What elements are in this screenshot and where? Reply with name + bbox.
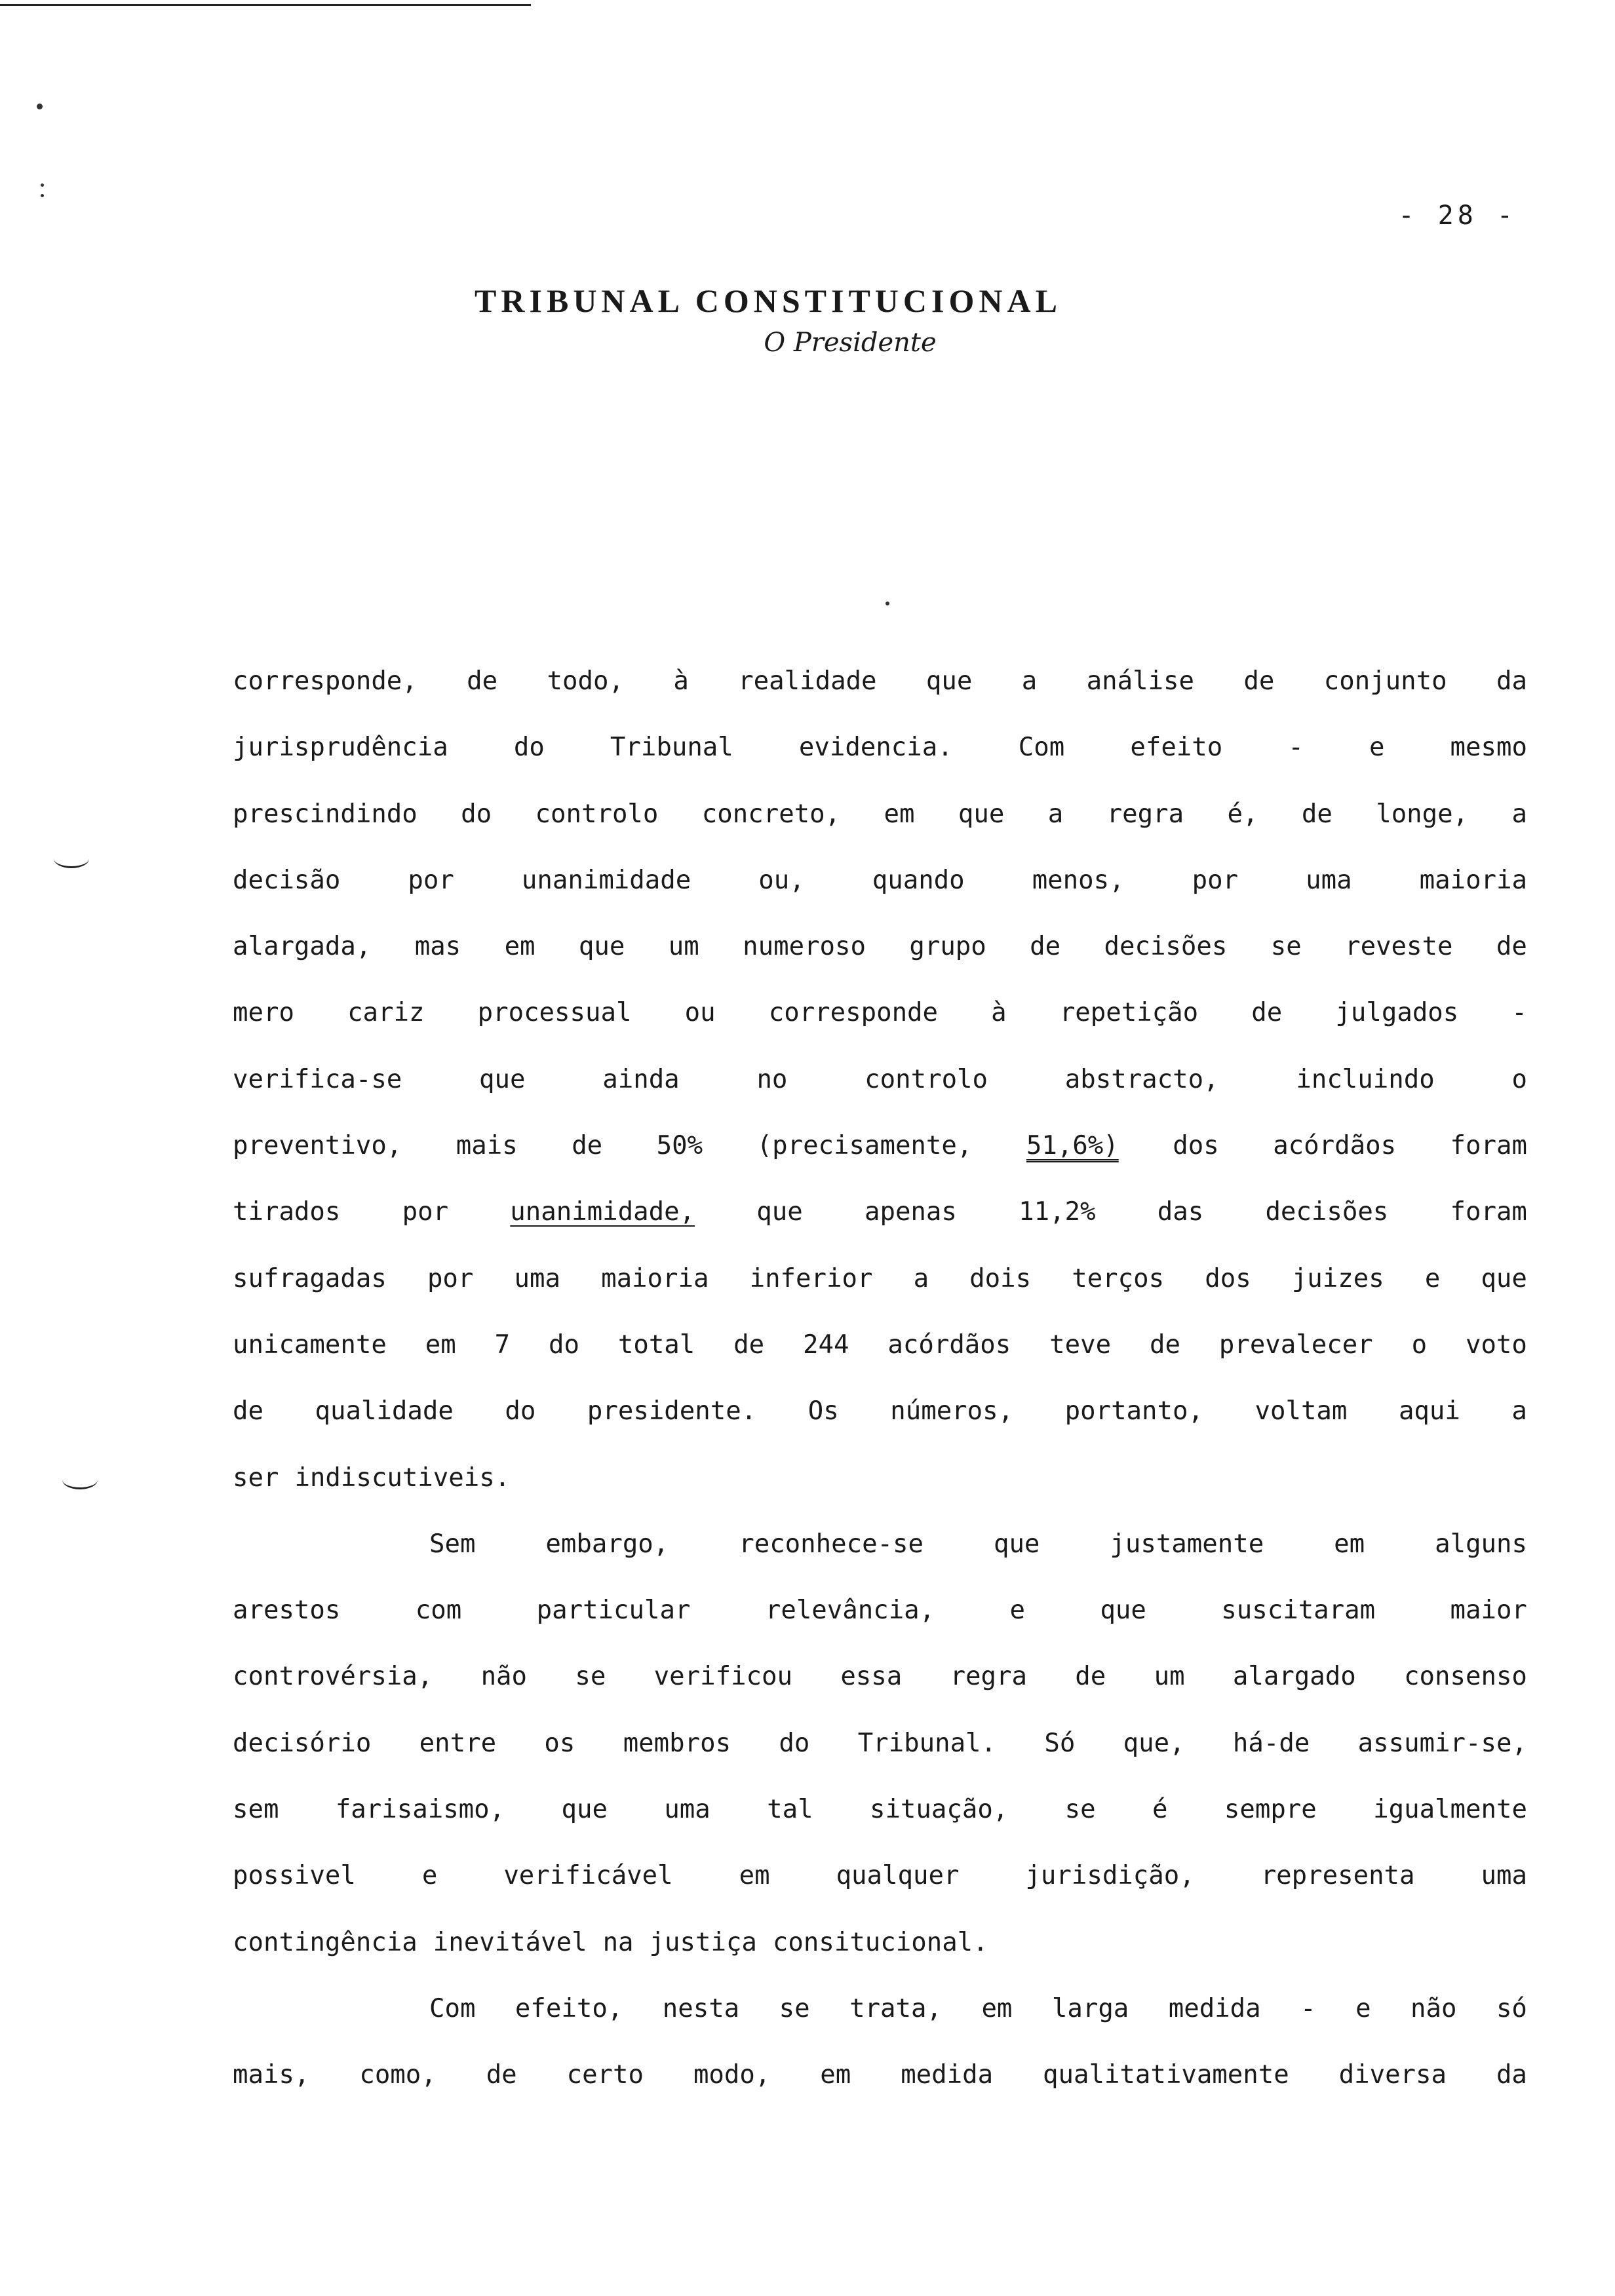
word: maior [1450, 1596, 1527, 1626]
word: em [884, 799, 915, 829]
word: todo, [547, 666, 624, 696]
word: de [1496, 932, 1527, 962]
text-line [233, 861, 1527, 927]
word: que [993, 1529, 1040, 1559]
word: que [958, 799, 1005, 829]
word: que [1100, 1596, 1146, 1626]
office-signature: O Presidente [764, 328, 937, 358]
word: apenas [864, 1197, 957, 1227]
text-line [233, 1790, 1527, 1856]
word: de [1149, 1330, 1180, 1360]
text-line [233, 1591, 1527, 1657]
page-number: - 28 - [1398, 201, 1517, 231]
word: de [733, 1330, 765, 1360]
scan-top-rule [0, 4, 531, 6]
word: e [421, 1861, 438, 1891]
word: 244 [803, 1330, 849, 1360]
word: de [233, 1396, 263, 1426]
word: à [991, 998, 1007, 1028]
word: mas [414, 932, 461, 962]
word: qualquer [836, 1861, 960, 1891]
text-line [233, 1259, 1527, 1326]
word: representa [1260, 1861, 1415, 1891]
body-text [233, 662, 1527, 2122]
word: acórdãos [1273, 1131, 1397, 1161]
word: à [673, 666, 689, 696]
word: é [1152, 1795, 1168, 1825]
word: do [513, 733, 545, 763]
word: que [925, 666, 973, 696]
word: mesmo [1450, 733, 1527, 763]
word: análise [1086, 666, 1194, 696]
word: ainda [602, 1064, 680, 1094]
word: inferior [749, 1263, 873, 1293]
word: quando [872, 865, 965, 895]
word: total [617, 1330, 695, 1360]
word: ser [233, 1463, 279, 1493]
word: de [1075, 1662, 1106, 1692]
word: Tribunal. [857, 1728, 997, 1758]
word: jurisprudência [233, 733, 448, 763]
text-line [233, 1657, 1527, 1723]
word: membros [623, 1728, 731, 1758]
word: decisões [1265, 1197, 1389, 1227]
text-line [233, 1459, 1527, 1525]
word: abstracto, [1064, 1064, 1219, 1094]
word: em [425, 1330, 456, 1360]
word: uma [664, 1795, 710, 1825]
word: Com [429, 1993, 476, 2023]
word: qualitativamente [1043, 2060, 1289, 2090]
word: regra [1106, 799, 1184, 829]
word: do [505, 1396, 536, 1426]
word: mais, [233, 2060, 310, 2090]
word: consitucional. [772, 1927, 988, 1957]
word: se [1064, 1795, 1096, 1825]
word: alargado [1232, 1662, 1356, 1692]
word: medida [1168, 1993, 1261, 2023]
word: uma [1481, 1861, 1527, 1891]
word: um [668, 932, 699, 962]
word: da [1496, 2060, 1527, 2090]
word: com [415, 1596, 462, 1626]
word: aqui [1398, 1396, 1460, 1426]
word: da [1496, 666, 1527, 696]
word: - [1300, 1993, 1316, 2023]
word: do [779, 1728, 810, 1758]
text-line [233, 795, 1527, 861]
text-line [233, 1193, 1527, 1259]
word: justamente [1110, 1529, 1264, 1559]
word: corresponde [768, 998, 939, 1028]
word: - [1511, 998, 1527, 1028]
word: foram [1450, 1197, 1527, 1227]
word: processual [477, 998, 632, 1028]
word: conjunto [1323, 666, 1447, 696]
word: decisório [233, 1728, 372, 1758]
word: verificou [653, 1662, 792, 1692]
margin-mark [54, 849, 89, 868]
word: como, [359, 2060, 437, 2090]
word: medida [901, 2060, 994, 2090]
word: Sem [429, 1529, 476, 1559]
word: em [504, 932, 535, 962]
word: inevitável [433, 1927, 587, 1957]
word: preventivo, [233, 1131, 402, 1161]
word: que, [1123, 1728, 1185, 1758]
word: sem [233, 1795, 279, 1825]
word: jurisdição, [1025, 1861, 1195, 1891]
word: a [913, 1263, 929, 1293]
text-line [233, 1392, 1527, 1458]
text-line [233, 1326, 1527, 1392]
word: ou, [758, 865, 805, 895]
word: do [461, 799, 492, 829]
word: os [544, 1728, 575, 1758]
word: evidencia. [798, 733, 953, 763]
word: reveste [1345, 932, 1453, 962]
text-line [233, 1724, 1527, 1790]
text-line [233, 728, 1527, 794]
word: farisaismo, [335, 1795, 505, 1825]
word: se [779, 1993, 810, 2023]
word: contingência [233, 1927, 418, 1957]
word: números, [890, 1396, 1014, 1426]
word: de [1251, 998, 1283, 1028]
word: modo, [693, 2060, 771, 2090]
word: por [427, 1263, 474, 1293]
word: presidente. [587, 1396, 757, 1426]
text-line [233, 662, 1527, 728]
word: efeito, [515, 1993, 623, 2023]
letterhead [0, 282, 1615, 358]
word: terços [1072, 1263, 1165, 1293]
word: dos [1205, 1263, 1251, 1293]
word: prevalecer [1218, 1330, 1373, 1360]
word: e [1424, 1263, 1441, 1293]
word: realidade [738, 666, 877, 696]
word: consenso [1404, 1662, 1527, 1692]
word: não [1411, 1993, 1457, 2023]
word: em [739, 1861, 770, 1891]
word: indiscutiveis. [294, 1463, 511, 1493]
word: em [820, 2060, 851, 2090]
word: tirados [233, 1197, 341, 1227]
word: 50% [656, 1131, 703, 1161]
word: só [1496, 1993, 1527, 2023]
word: Só [1044, 1728, 1076, 1758]
word: controvérsia, [233, 1662, 433, 1692]
word: entre [419, 1728, 497, 1758]
text-line [233, 1126, 1527, 1193]
word: essa [840, 1662, 903, 1692]
word: 7 [494, 1330, 511, 1360]
word: a [1047, 799, 1064, 829]
word: numeroso [743, 932, 866, 962]
margin-mark [62, 1470, 98, 1489]
word: que [479, 1064, 526, 1094]
word: efeito [1130, 733, 1223, 763]
word: julgados [1335, 998, 1459, 1028]
word: que [1481, 1263, 1527, 1293]
word: que [578, 932, 625, 962]
word: sufragadas [233, 1263, 387, 1293]
word: nesta [662, 1993, 740, 2023]
text-line [233, 2056, 1527, 2122]
word: uma [1306, 865, 1352, 895]
word: verifica-se [233, 1064, 402, 1094]
text-line [233, 1856, 1527, 1923]
word: voltam [1255, 1396, 1348, 1426]
word: acórdãos [887, 1330, 1011, 1360]
word: do [548, 1330, 579, 1360]
word: dois [969, 1263, 1032, 1293]
text-line [233, 993, 1527, 1060]
word: incluindo [1296, 1064, 1435, 1094]
word: juizes [1291, 1263, 1384, 1293]
word: portanto, [1064, 1396, 1203, 1426]
word: não [480, 1662, 528, 1692]
word: 11,2% [1019, 1197, 1096, 1227]
word: - [1288, 733, 1304, 763]
word: na [602, 1927, 634, 1957]
word: grupo [909, 932, 986, 962]
word: o [1411, 1330, 1428, 1360]
word: reconhece-se [739, 1529, 924, 1559]
word: há-de [1232, 1728, 1310, 1758]
word: por [1192, 865, 1239, 895]
word: de [1243, 666, 1275, 696]
word: maioria [1419, 865, 1527, 895]
organization-name: TRIBUNAL CONSTITUCIONAL [475, 282, 1062, 319]
word: por [408, 865, 454, 895]
word: unicamente [233, 1330, 387, 1360]
word: controlo [535, 799, 659, 829]
word: se [1270, 932, 1302, 962]
word: arestos [233, 1596, 341, 1626]
word: em [981, 1993, 1013, 2023]
word: e [1009, 1596, 1026, 1626]
word: a [1511, 799, 1527, 829]
word: sempre [1224, 1795, 1317, 1825]
word: de [486, 2060, 517, 2090]
word: das [1157, 1197, 1204, 1227]
word: por [402, 1197, 449, 1227]
word: igualmente [1373, 1795, 1527, 1825]
word: prescindindo [233, 799, 418, 829]
word: maioria [601, 1263, 709, 1293]
word: controlo [865, 1064, 988, 1094]
scan-speck [41, 183, 44, 187]
word: verificável [503, 1861, 673, 1891]
word: certo [566, 2060, 644, 2090]
word: alguns [1435, 1529, 1527, 1559]
scan-speck [41, 194, 44, 197]
word: justiça [649, 1927, 757, 1957]
word: possivel [233, 1861, 356, 1891]
word: é, [1227, 799, 1258, 829]
text-line [233, 1923, 1527, 1989]
word: decisões [1104, 932, 1228, 962]
word: e [1355, 1993, 1371, 2023]
word: unanimidade, [510, 1197, 695, 1227]
word: corresponde, [233, 666, 418, 696]
word: ou [684, 998, 716, 1028]
word: cariz [347, 998, 425, 1028]
word: menos, [1032, 865, 1125, 895]
word: assumir-se, [1357, 1728, 1527, 1758]
word: qualidade [315, 1396, 454, 1426]
word: que [561, 1795, 608, 1825]
word: trata, [849, 1993, 942, 2023]
text-line [233, 1060, 1527, 1126]
scan-speck [885, 602, 889, 605]
word: situação, [869, 1795, 1009, 1825]
word: (precisamente, [756, 1131, 973, 1161]
word: longe, [1376, 799, 1469, 829]
word: uma [514, 1263, 560, 1293]
word: teve [1049, 1330, 1112, 1360]
word: embargo, [545, 1529, 669, 1559]
word: a [1511, 1396, 1527, 1426]
word: Com [1018, 733, 1065, 763]
word: voto [1465, 1330, 1527, 1360]
word: Tribunal [610, 733, 733, 763]
word: regra [950, 1662, 1027, 1692]
word: e [1369, 733, 1385, 763]
word: a [1021, 666, 1038, 696]
word: mais [456, 1131, 518, 1161]
word: no [756, 1064, 788, 1094]
word: particular [536, 1596, 691, 1626]
word: mero [233, 998, 294, 1028]
scan-speck [37, 104, 43, 109]
word: decisão [233, 865, 341, 895]
word: que [756, 1197, 803, 1227]
word: repetição [1059, 998, 1199, 1028]
word: se [575, 1662, 606, 1692]
text-line [233, 1989, 1527, 2056]
word: de [467, 666, 498, 696]
word: foram [1450, 1131, 1527, 1161]
word: Os [808, 1396, 839, 1426]
word: larga [1051, 1993, 1129, 2023]
word: de [1030, 932, 1061, 962]
word: de [572, 1131, 603, 1161]
word: relevância, [765, 1596, 935, 1626]
word: um [1154, 1662, 1185, 1692]
word: de [1301, 799, 1333, 829]
word: diversa [1338, 2060, 1447, 2090]
text-line [233, 1525, 1527, 1591]
word: suscitaram [1221, 1596, 1376, 1626]
word: dos [1173, 1131, 1219, 1161]
word: em [1334, 1529, 1365, 1559]
text-line [233, 927, 1527, 993]
word: alargada, [233, 932, 372, 962]
word: tal [767, 1795, 813, 1825]
word: 51,6%) [1026, 1131, 1119, 1161]
word: unanimidade [521, 865, 691, 895]
word: o [1511, 1064, 1527, 1094]
word: concreto, [701, 799, 841, 829]
